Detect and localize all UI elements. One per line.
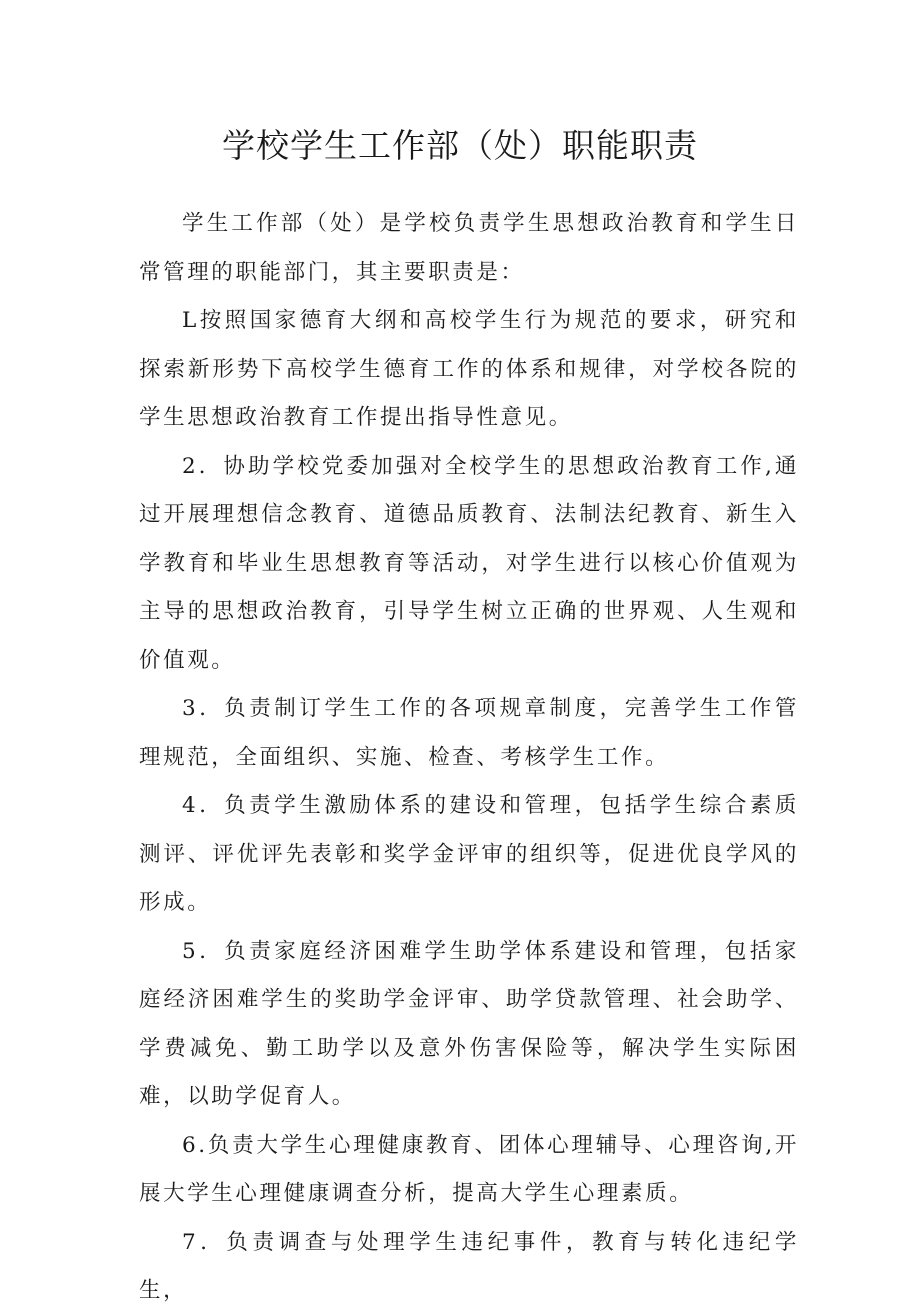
- paragraph-item-5: 5．负责家庭经济困难学生助学体系建设和管理，包括家庭经济困难学生的奖助学金评审、助学贷款管理、社会助学、学费减免、勤工助学以及意外伤害保险等，解决学生实际困难，以助学促育人。: [139, 938, 799, 1109]
- paragraph-item-7: 7．负责调查与处理学生违纪事件，教育与转化违纪学生，: [139, 1229, 799, 1303]
- paragraph-item-4: 4．负责学生激励体系的建设和管理，包括学生综合素质测评、评优评先表彰和奖学金评审的组织等，促进优良学风的形成。: [139, 793, 799, 915]
- paragraph-item-1: L按照国家德育大纲和高校学生行为规范的要求，研究和探索新形势下高校学生德育工作的体系和规律，对学校各院的学生思想政治教育工作提出指导性意见。: [139, 308, 799, 430]
- document-body: [139, 200, 799, 1316]
- paragraph-intro: 学生工作部（处）是学校负责学生思想政治教育和学生日常管理的职能部门，其主要职责是：: [139, 211, 799, 285]
- paragraph-item-3: 3．负责制订学生工作的各项规章制度，完善学生工作管理规范，全面组织、实施、检查、考核学生工作。: [139, 696, 799, 770]
- document-title: 学校学生工作部（处）职能职责: [222, 126, 698, 165]
- paragraph-item-6: 6.负责大学生心理健康教育、团体心理辅导、心理咨询,开展大学生心理健康调查分析，提高大学生心理素质。: [139, 1132, 799, 1206]
- paragraph-item-2: 2．协助学校党委加强对全校学生的思想政治教育工作,通过开展理想信念教育、道德品质教育、法制法纪教育、新生入学教育和毕业生思想教育等活动，对学生进行以核心价值观为主导的思想政治教育，引导学生树立正确的世界观、人生观和价值观。: [139, 453, 799, 673]
